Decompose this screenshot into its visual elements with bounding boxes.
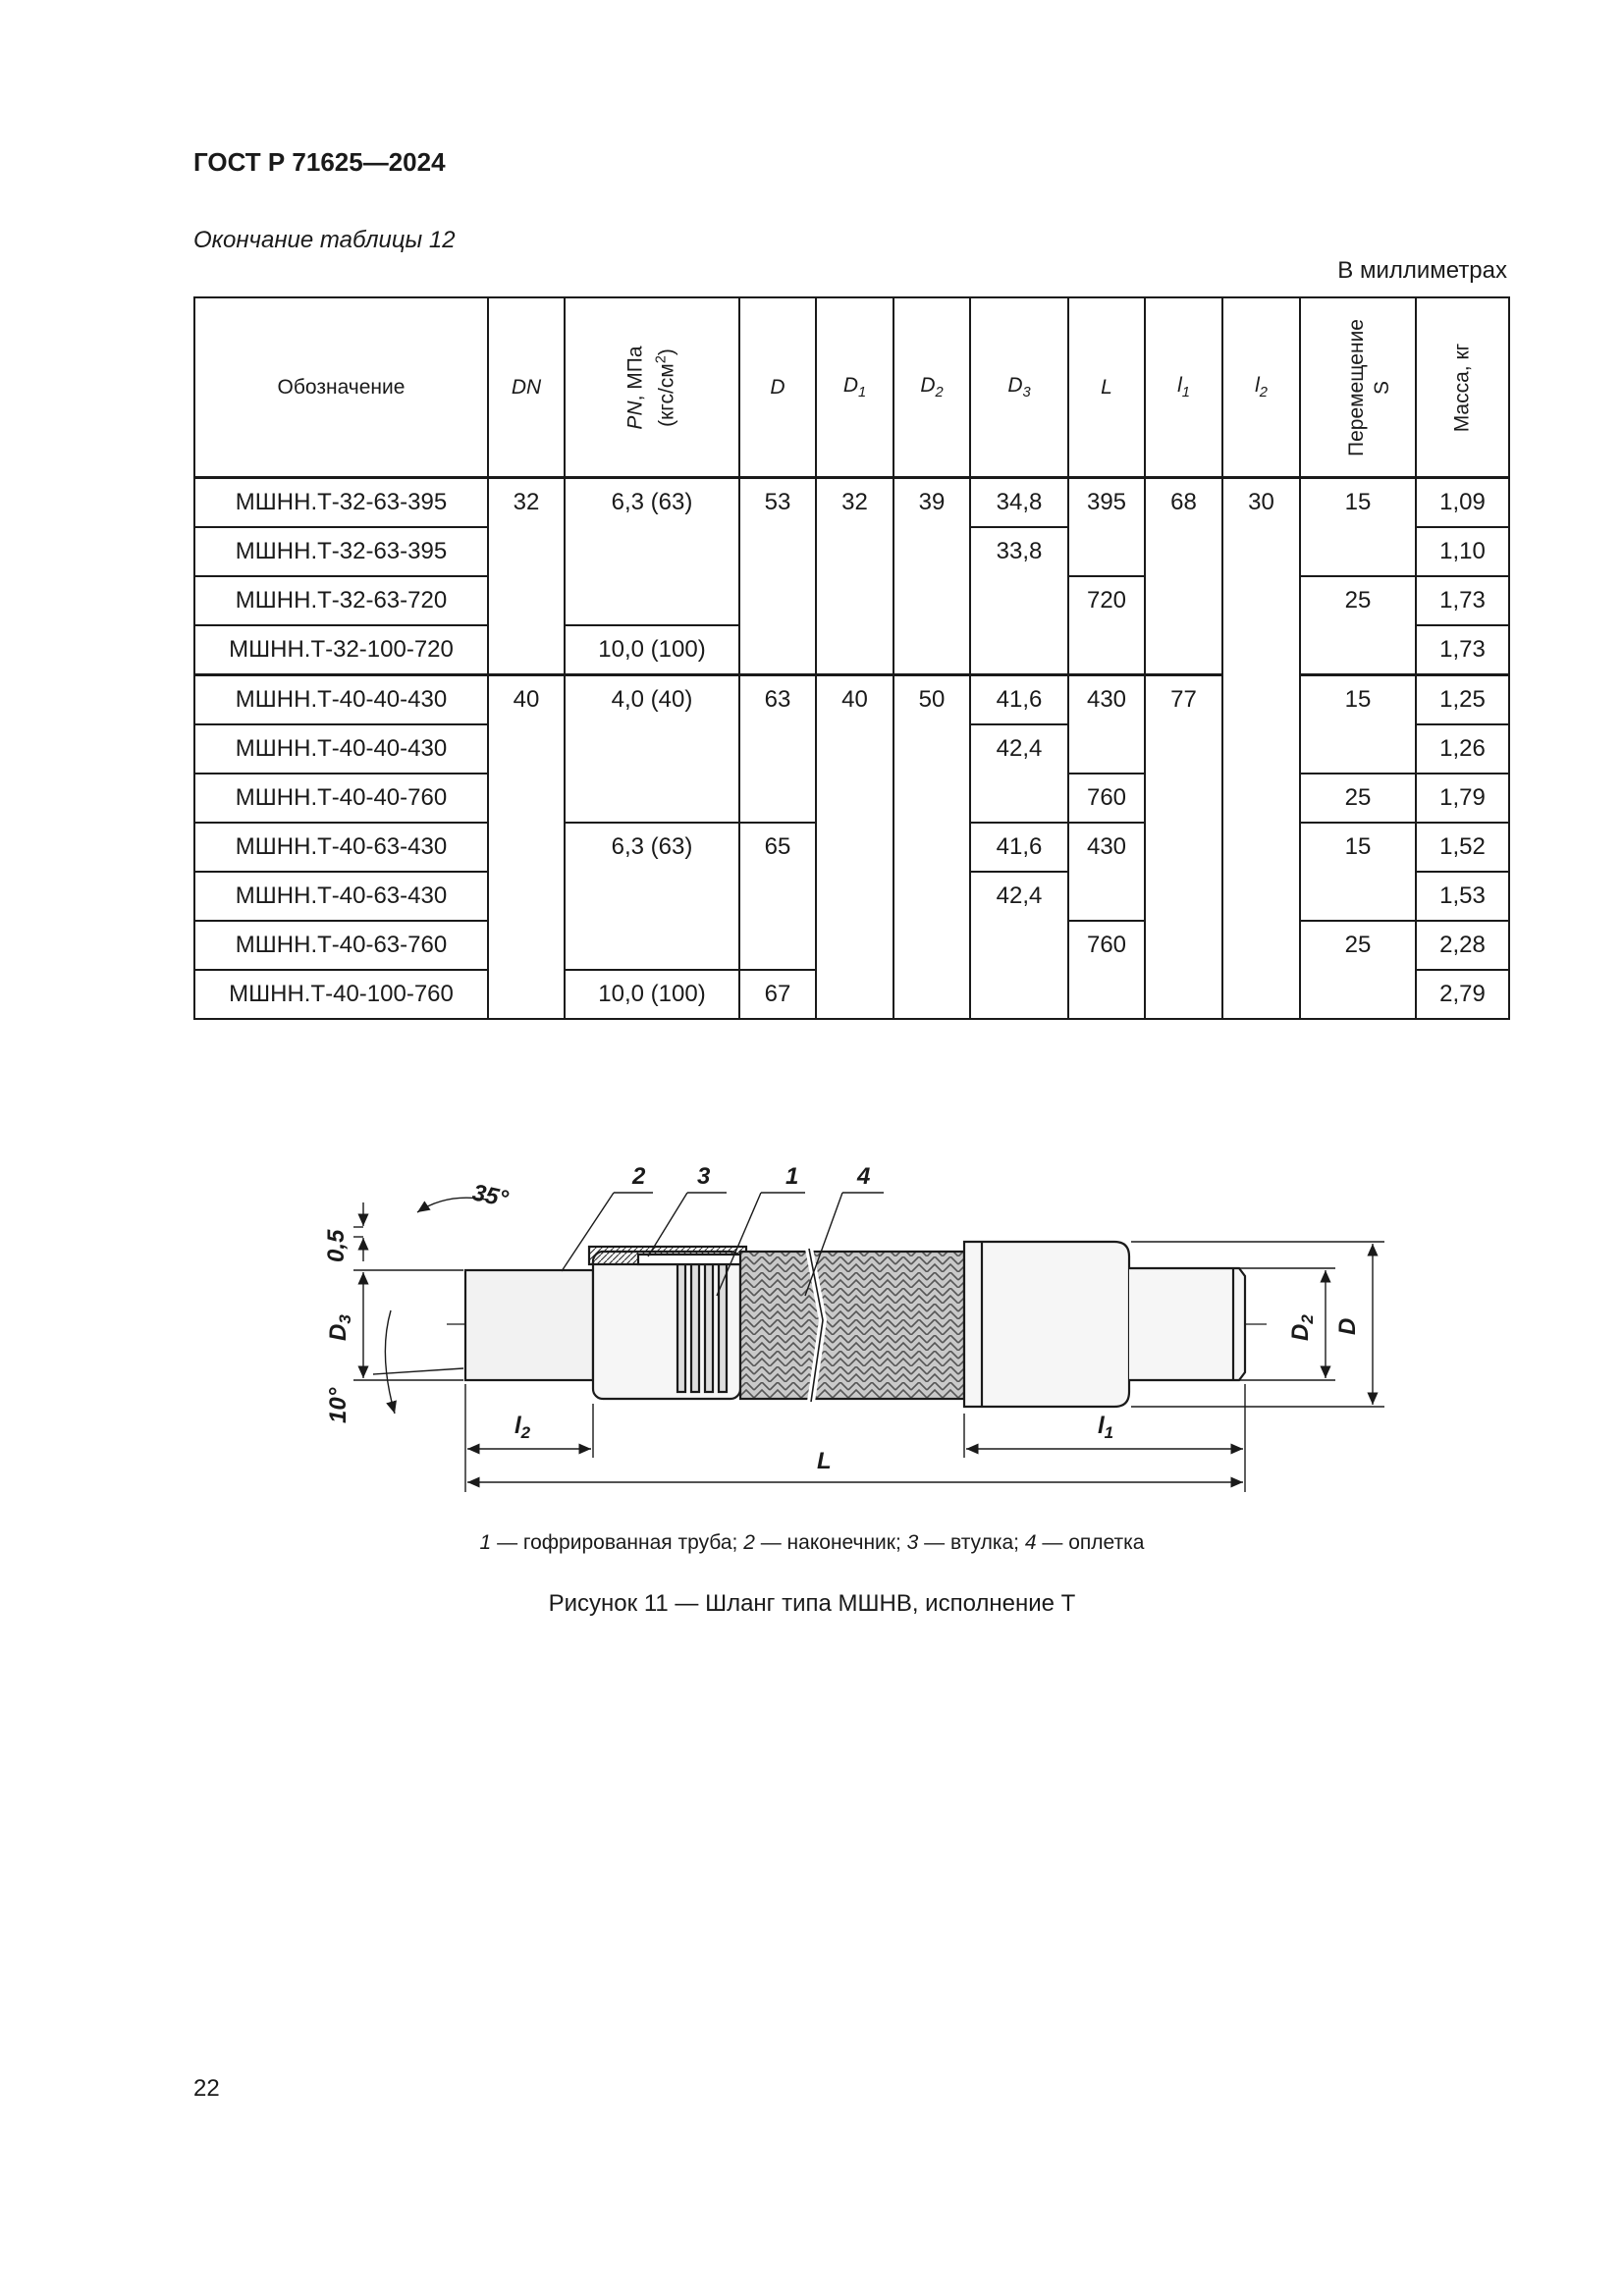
callout-labels	[631, 1163, 870, 1190]
cell-designation: МШНН.Т-32-63-720	[194, 576, 488, 625]
header-d2: $D_2$	[893, 297, 970, 478]
header-pn-alt: (кгс/см	[656, 362, 678, 427]
figure-caption: Рисунок 11 — Шланг типа МШНВ, исполнение Т	[548, 1590, 1076, 1617]
cell-movement: 25	[1300, 576, 1416, 675]
cell-d2: 39	[893, 478, 970, 675]
cell-d3: 41,6	[970, 823, 1068, 872]
cell-mass: 2,28	[1416, 921, 1509, 970]
cell-movement: 15	[1300, 823, 1416, 921]
header-pn-symbol: PN	[624, 400, 647, 430]
cell-d2: 50	[893, 675, 970, 1020]
callout-3: 3	[697, 1163, 711, 1190]
cell-designation: МШНН.Т-40-40-430	[194, 724, 488, 774]
header-pn-alt-close: )	[656, 347, 678, 355]
cell-mass: 1,52	[1416, 823, 1509, 872]
l1-label: $l_1$	[1098, 1413, 1114, 1442]
header-dn: DN	[488, 297, 565, 478]
cell-pn: 6,3 (63)	[565, 478, 739, 626]
cell-pn: 10,0 (100)	[565, 625, 739, 675]
cell-l-big: 720	[1068, 576, 1145, 675]
cell-d: 65	[739, 823, 816, 970]
cell-designation: МШНН.Т-40-100-760	[194, 970, 488, 1019]
cell-designation: МШНН.Т-40-63-430	[194, 872, 488, 921]
cell-mass: 1,26	[1416, 724, 1509, 774]
cell-pn: 6,3 (63)	[565, 823, 739, 970]
cell-pn: 10,0 (100)	[565, 970, 739, 1019]
header-d3: $D_3$	[970, 297, 1068, 478]
header-l2: $l_2$	[1222, 297, 1300, 478]
table-caption: Окончание таблицы 12	[193, 227, 456, 253]
callout-1: 1	[785, 1163, 799, 1190]
cell-l-big: 395	[1068, 478, 1145, 577]
cell-mass: 1,73	[1416, 625, 1509, 675]
cell-movement: 15	[1300, 675, 1416, 774]
cell-mass: 1,09	[1416, 478, 1509, 528]
cell-dn: 40	[488, 675, 565, 1020]
header-l1: $l_1$	[1145, 297, 1222, 478]
header-pn-alt-sup: 2	[654, 354, 670, 363]
cell-d: 63	[739, 675, 816, 824]
cell-mass: 1,53	[1416, 872, 1509, 921]
header-d1: $D_1$	[816, 297, 893, 478]
header-pn-unit: , МПа	[624, 345, 647, 400]
header-l-big: L	[1068, 297, 1145, 478]
cell-mass: 1,10	[1416, 527, 1509, 576]
cell-designation: МШНН.Т-40-63-430	[194, 823, 488, 872]
header-designation: Обозначение	[194, 297, 488, 478]
cell-mass: 2,79	[1416, 970, 1509, 1019]
figure-legend: 1 — гофрированная труба; 2 — наконечник; 3 — втулка; 4 — оплетка	[479, 1531, 1145, 1554]
cell-d1: 40	[816, 675, 893, 1020]
cell-d3: 42,4	[970, 724, 1068, 823]
cell-movement: 25	[1300, 774, 1416, 823]
cell-mass: 1,73	[1416, 576, 1509, 625]
cell-dn: 32	[488, 478, 565, 675]
angle-35-label: 35°	[469, 1179, 511, 1213]
cell-mass: 1,79	[1416, 774, 1509, 823]
hose-body	[447, 1242, 1267, 1407]
cell-l-big: 760	[1068, 921, 1145, 1019]
cell-l1: 68	[1145, 478, 1222, 675]
cell-l-big: 430	[1068, 823, 1145, 921]
d-label: D	[1334, 1317, 1361, 1335]
d2-label: $D_2$	[1287, 1314, 1317, 1341]
cell-mass: 1,25	[1416, 675, 1509, 725]
cell-l1: 77	[1145, 675, 1222, 1020]
cell-d3: 33,8	[970, 527, 1068, 675]
thickness-label: 0,5	[323, 1229, 350, 1262]
header-movement: Перемещение S	[1300, 297, 1416, 478]
cell-designation: МШНН.Т-32-63-395	[194, 527, 488, 576]
header-mass: Масса, кг	[1416, 297, 1509, 478]
header-d: D	[739, 297, 816, 478]
cell-pn: 4,0 (40)	[565, 675, 739, 824]
cell-d3: 34,8	[970, 478, 1068, 528]
cell-designation: МШНН.Т-40-40-430	[194, 675, 488, 725]
page-number: 22	[193, 2075, 220, 2102]
cell-l-big: 760	[1068, 774, 1145, 823]
angle-10-label: 10°	[325, 1387, 352, 1423]
cell-d3: 41,6	[970, 675, 1068, 725]
d3-label: $D_3$	[325, 1314, 354, 1341]
standard-title: ГОСТ Р 71625—2024	[193, 147, 446, 177]
callout-4: 4	[857, 1163, 871, 1190]
cell-d1: 32	[816, 478, 893, 675]
cell-l-big: 430	[1068, 675, 1145, 774]
cell-designation: МШНН.Т-40-63-760	[194, 921, 488, 970]
cell-d: 67	[739, 970, 816, 1019]
table-units: В миллиметрах	[1337, 257, 1507, 284]
callout-2: 2	[632, 1163, 646, 1190]
l2-label: $l_2$	[514, 1413, 531, 1442]
cell-d3: 42,4	[970, 872, 1068, 1019]
cell-movement: 25	[1300, 921, 1416, 1019]
cell-designation: МШНН.Т-32-63-395	[194, 478, 488, 528]
cell-movement: 15	[1300, 478, 1416, 577]
cell-designation: МШНН.Т-40-40-760	[194, 774, 488, 823]
cell-designation: МШНН.Т-32-100-720	[194, 625, 488, 675]
cell-d: 53	[739, 478, 816, 675]
cell-l2: 30	[1222, 478, 1300, 1020]
length-l-label: L	[817, 1448, 832, 1474]
